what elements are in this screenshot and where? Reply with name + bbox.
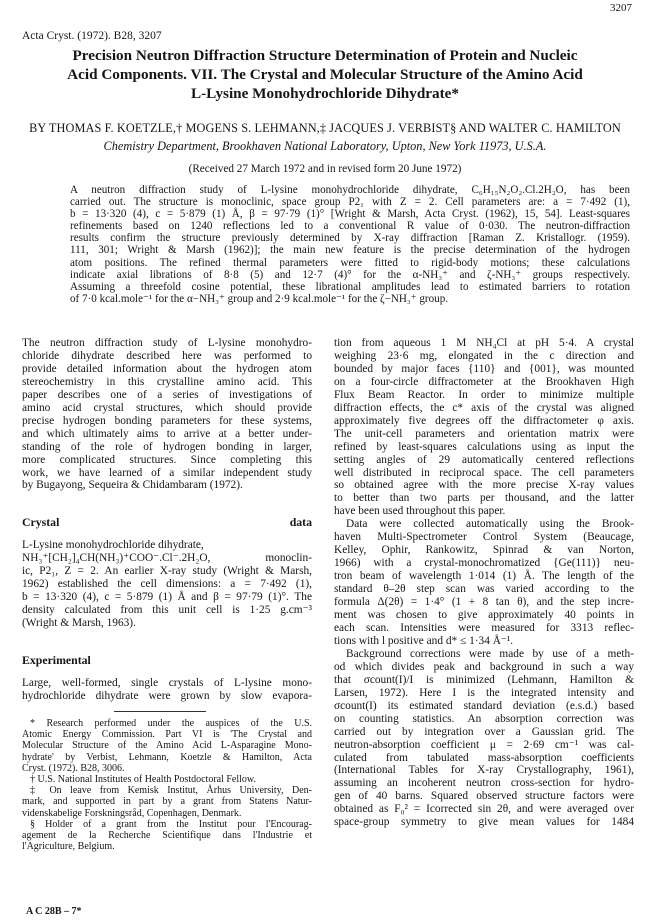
author-list: BY THOMAS F. KOETZLE,† MOGENS S. LEHMANN,‡ JACQUES J. VERBIST§ AND WALTER C. HAMILTON [29,121,621,135]
body-line: density calculated from this unit cell is 1·25 g.cm⁻³ [22,604,312,617]
abstract-line: Assuming a threefold cosine potential, these librational amplitudes lead to estimated barriers to rotation [70,280,630,293]
section-heading-experimental: Experimental [22,653,91,668]
body-line: formula Δ(2θ) = 1·4° (1 + 8 tan θ), and the step incre- [334,596,634,609]
body-line: tron beam of wavelength 1·014 (1) Å. The length of the [334,570,634,583]
footnote-line: agement de la Recherche Scientifique dans l'Industrie et [22,829,312,841]
body-line: chloride dihydrate described here was performed to [22,349,312,362]
body-line: obtained as F₀² = Icorrected sin 2θ, and were averaged over [334,803,634,816]
page-signature: A C 28B – 7* [26,906,82,917]
body-line: L-Lysine monohydrochloride dihydrate, [22,539,204,552]
body-line: (International Tables for X-ray Crystallography, 1961), [334,764,634,777]
body-line: ment was chosen to give approximately 40 points in [334,609,634,622]
body-line: hydrochloride dihydrate were grown by slow evapora- [22,689,312,702]
data-collection-paragraph [334,518,634,648]
body-line: space-group symmetry to give mean values for 1484 [334,816,634,829]
title-line: Precision Neutron Diffraction Structure Determination of Protein and Nucleic [72,47,578,64]
footnote-line: Cryst. (1972). B28, 3006. [22,762,125,774]
body-line: each scan. Intensities were measured for 3313 reflec- [334,621,634,634]
body-line: 1966) with a crystal-monochromatized {Ge(111)} neu- [334,557,634,570]
abstract-line: A neutron diffraction study of L-lysine monohydrochloride dihydrate, C₆H₁₅N₂O₂.Cl.2H₂O, has been [70,184,630,196]
body-line: (Wright & Marsh, 1963). [22,617,136,630]
body-line: approximately five degrees off the diffractometer φ axis. [334,414,634,427]
body-line: σcount(I) its estimated standard deviation (e.s.d.) based [334,699,634,712]
body-line: Kelley, Ophir, Rankowitz, Spinrad & van Norton, [334,544,634,557]
body-line: precise hydrogen bonding parameters for these systems, [22,414,312,427]
body-line: provide detailed information about the hydrogen atom [22,362,312,375]
experimental-continued [334,337,634,518]
affiliation: Chemistry Department, Brookhaven National Laboratory, Upton, New York 11973, U.S.A. [103,139,547,153]
body-line: amino acid crystal structures, which should provide [22,401,312,414]
body-line: paper describes one of a series of investigations of [22,388,312,401]
body-line: Data were collected automatically using the Brook- [346,518,634,531]
body-line: standard θ–2θ step scan was varied according to the [334,583,634,596]
body-line: Larsen, 1972). Here I is the integrated intensity and [334,686,634,699]
crystal-data-text [22,539,312,630]
footnote-line: hydrate' by Verbist, Lehmann, Koetzle & Hamilton, Acta [22,751,312,763]
body-line: NH₃⁺[CH₂]₄CH(NH₃)⁺COO⁻.Cl⁻.2H₂O, monoclin- [22,552,312,565]
body-line: more complicated structures. Since completing this [22,453,312,466]
body-line: assuming an incoherent neutron cross-section for hydro- [334,777,634,790]
abstract-line: results confirm the structure previously determined by X-ray diffraction [Raman Z. Kristallogr. (1959). [70,232,630,245]
body-line: standing of the role of hydrogen bonding in larger, [22,440,312,453]
abstract-line: refinements based on 1240 reflections led to a conventional R value of 0·030. The neutron-diffraction [70,220,630,233]
right-column [334,337,634,829]
abstract-line: atom positions. The refined thermal parameters were fitted to rigid-body motions; these calculations [70,256,630,269]
footnote-line: l'Agriculture, Belgium. [22,841,115,853]
body-line: tions with l positive and d* ≤ 1·34 Å⁻¹. [334,634,514,647]
body-line: stereochemistry in this crystalline amino acid. This [22,375,312,388]
body-line: od which divides peak and background in such a way [334,660,634,673]
body-line: well distributed in reciprocal space. The cell parameters [334,466,634,479]
body-line: carried out by integration over a Gaussian grid. The [334,725,634,738]
body-line: have been used throughout this paper. [334,505,506,518]
body-line: The unit-cell parameters and orientation matrix were [334,427,634,440]
body-line: neutron-absorption coefficient μ = 2·69 cm⁻¹ was cal- [334,738,634,751]
abstract [70,184,630,305]
body-line: tion from aqueous 1 M NH₄Cl at pH 5·4. A crystal [334,337,634,349]
footnotes [22,718,312,852]
body-line: to better than two parts per thousand, and the latter [334,492,634,505]
body-line: setting angles of 29 automatically centered reflections [334,453,634,466]
paper-title [20,46,630,103]
title-line: L-Lysine Monohydrochloride Dihydrate* [190,85,460,102]
body-line: haven Multi-Spectrometer Control System (Beaucage, [334,531,634,544]
experimental-text [22,677,312,703]
body-line: gen of 40 barns. Squared observed structure factors were [334,790,634,803]
body-line: b = 13·320 (4), c = 5·879 (1) Å and β = 97·79 (1)°. The [22,591,312,604]
body-line: on a four-circle diffractometer at the Brookhaven High [334,375,634,388]
abstract-line: of 7·0 kcal.mole⁻¹ for the α−NH₃⁺ group and 2·9 kcal.mole⁻¹ for the ζ−NH₃⁺ group. [70,292,449,305]
page-number: 3207 [610,2,632,14]
footnote-line: ‡ On leave from Kemisk Institut, Århus University, Den- [30,785,312,797]
title-line: Acid Components. VII. The Crystal and Molecular Structure of the Amino Acid [67,66,583,83]
body-line: Flux Beam Reactor. In order to minimize multiple [334,388,634,401]
footnote-line: § Holder of a grant from the Institut pour l'Encourag- [30,818,312,830]
body-line: 1962) established the cell dimensions: a = 7·492 (1), [22,578,312,591]
body-line: by Bugayong, Sequeira & Chidambaram (1972). [22,479,243,492]
footnote-line: * Research performed under the auspices of the U.S. [30,717,312,729]
abstract-line: b = 13·320 (4), c = 5·879 (1) Å, β = 97·79 (1)° [Wright & Marsh, Acta Cryst. (1962), 15, 54]. Least-squares [70,208,630,221]
footnote-line: Molecular Structure of the Amino Acid L-Asparagine Mono- [22,740,312,752]
introduction [22,337,312,492]
body-line: weighing 23·6 mg, elongated in the c direction and [334,349,634,362]
footnote-line: † U.S. National Institutes of Health Postdoctoral Fellow. [30,773,256,785]
body-line: culated from tabulated mass-absorption coefficients [334,751,634,764]
body-line: diffraction effects, the c* axis of the crystal was aligned [334,401,634,414]
body-line: on counting statistics. An absorption correction was [334,712,634,725]
received-date: (Received 27 March 1972 and in revised form 20 June 1972) [188,163,462,175]
body-line: Large, well-formed, single crystals of L-lysine mono- [22,677,312,690]
body-line: ic, P2₁, Z = 2. An earlier X-ray study (Wright & Marsh, [22,565,312,578]
footnote-line: mark, and supported in part by a grant from Statens Natur- [22,796,312,808]
body-line: so obtained agree with the more precise X-ray values [334,479,634,492]
body-line: work, we have learned of a similar independent study [22,466,312,479]
journal-reference: Acta Cryst. (1972). B28, 3207 [22,30,162,42]
body-line: that σcount(I)/I is minimized (Lehmann, Hamilton & [334,673,634,686]
footnote-line: Atomic Energy Commission. Part VI is 'The Crystal and [22,729,312,741]
body-line: The neutron diffraction study of L-lysine monohydro- [22,337,312,349]
body-line: Background corrections were made by use of a meth- [346,647,634,660]
abstract-line: indicate axial librations of 8·8 (5) and 12·7 (4)° for the α-NH₃⁺ and ζ-NH₃⁺ groups respectively. [70,268,630,281]
background-correction-paragraph [334,648,634,829]
section-heading-crystal-data: Crystal data [22,515,312,530]
left-column [22,337,312,852]
footnote-line: videnskabelige Forskningsråd, Copenhagen, Denmark. [22,807,242,819]
body-line: bounded by major faces {110} and {001}, was mounted [334,362,634,375]
abstract-line: carried out. The structure is monoclinic, space group P2₁ with Z = 2. Cell parameters are: a = 7·492 (1), [70,196,630,209]
abstract-line: 111, 301; Wright & Marsh (1962)]; the main new feature is the precise determination of the hydrogen [70,244,630,257]
body-line: refined by least-squares calculations using as input the [334,440,634,453]
body-line: and which ultimately aims to arrive at a better under- [22,427,312,440]
